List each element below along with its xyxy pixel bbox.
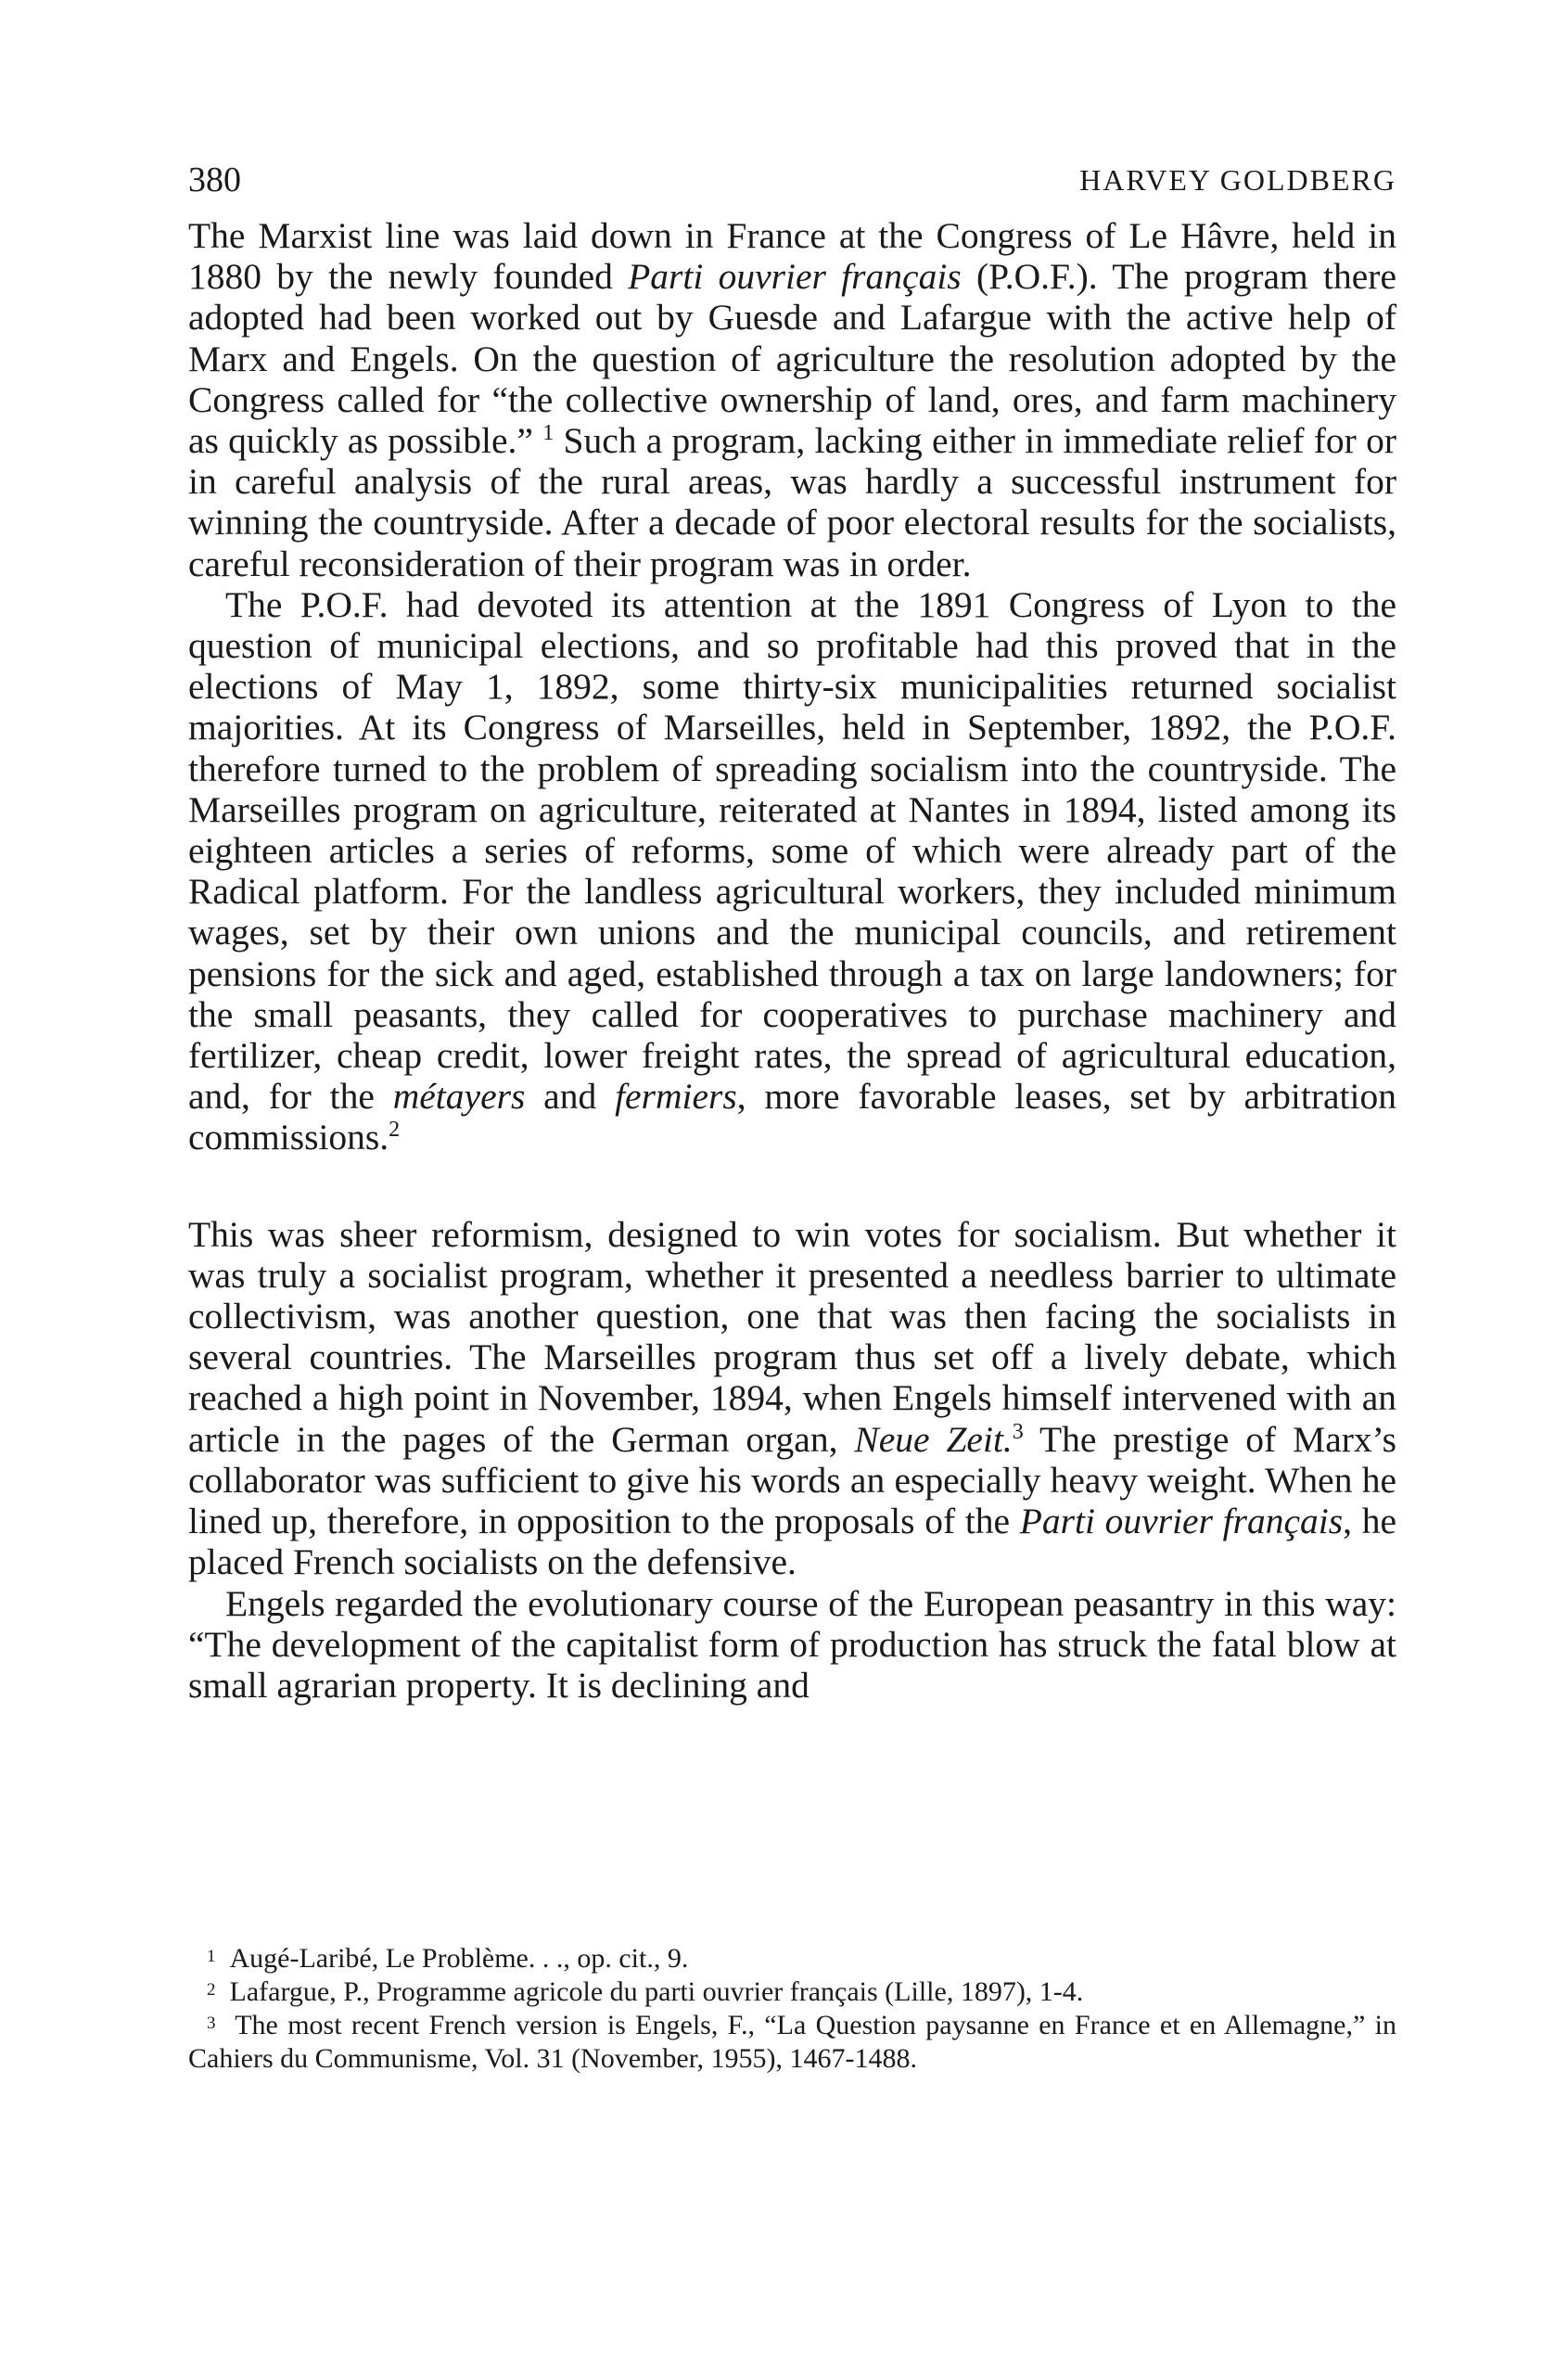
footnote-ref: 3	[1012, 1419, 1024, 1444]
paragraph-3: This was sheer reformism, designed to win votes for socialism. But whether it was truly a socialist program, whether it presented a needless barrier to ultimate collectivism, was another question, one that was then facing the socialists in several countries. The Marseilles program thus set off a lively debate, which reached a high point in November, 1894, when Engels himself intervened with an article in the pages of the German organ, Neue Zeit.$^3$ The prestige of Marx’s collaborator was sufficient to give his words an especially heavy weight. When he lined up, therefore, in opposition to the proposals of the Parti ouvrier français, he placed French socialists on the defensive.	[188, 1213, 1396, 1583]
italic-term: Neue Zeit.	[854, 1418, 1013, 1460]
body-text	[188, 215, 1396, 1706]
italic-term: Parti ouvrier français	[628, 256, 962, 298]
footnote-number: 1	[207, 1947, 216, 1966]
italic-term: fermiers	[615, 1076, 737, 1118]
page-number: 380	[188, 160, 241, 199]
paragraph-1: The Marxist line was laid down in France at the Congress of Le Hâvre, held in 1880 by the newly founded Parti ouvrier français (P.O.F.). The program there adopted had been worked out by Guesde and Lafargue with the active help of Marx and Engels. On the question of agriculture the resolution adopted by the Congress called for “the collective ownership of land, ores, and farm machinery as quickly as possible.” $^1$ Such a program, lacking either in immediate relief for or in careful analysis of the rural areas, was hardly a successful instrument for winning the countryside. After a decade of poor electoral results for the socialists, careful reconsideration of their program was in order.	[188, 215, 1397, 584]
footnote-number: 3	[207, 2014, 216, 2033]
footnotes	[188, 1942, 1396, 2076]
italic-term: Parti ouvrier français	[1019, 1501, 1344, 1542]
italic-term: métayers	[392, 1076, 526, 1118]
footnote-ref: 1	[542, 420, 555, 445]
footnote-ref: 2	[389, 1118, 401, 1143]
footnote-number: 2	[207, 1980, 216, 2000]
footnote-text: The most recent French version is Engels, F., “La Question paysanne en France et en Allemagne,” in Cahiers du Communisme, Vol. 31 (November, 1955), 1467-1488.	[188, 2010, 1396, 2074]
footnote-2	[188, 1975, 1396, 2009]
running-head	[188, 160, 1396, 206]
paragraph-2: The P.O.F. had devoted its attention at the 1891 Congress of Lyon to the question of municipal elections, and so profitable had this proved that in the elections of May 1, 1892, some thirty-six municipalities returned socialist majorities. At its Congress of Marseilles, held in September, 1892, the P.O.F. therefore turned to the problem of spreading socialism into the countryside. The Marseilles program on agriculture, reiterated at Nantes in 1894, listed among its eighteen articles a series of reforms, some of which were already part of the Radical platform. For the landless agricultural workers, they included minimum wages, set by their own unions and the municipal councils, and retirement pensions for the sick and aged, established through a tax on large landowners; for the small peasants, they called for cooperatives to purchase machinery and fertilizer, cheap credit, lower freight rates, the spread of agricultural education, and, for the métayers and fermiers, more favorable leases, set by arbitration commissions.$^2$	[188, 583, 1396, 1158]
footnote-text: Lafargue, P., Programme agricole du parti ouvrier français (Lille, 1897), 1-4.	[229, 1976, 1084, 2007]
footnote-text: Augé-Laribé, Le Problème. . ., op. cit., 9.	[229, 1943, 689, 1974]
running-head-author: HARVEY GOLDBERG	[1079, 163, 1396, 197]
paragraph-4: Engels regarded the evolutionary course of the European peasantry in this way: “The development of the capitalist form of production has struck the fatal blow at small agrarian property. It is declining and	[188, 1582, 1396, 1706]
footnote-1	[188, 1942, 1396, 1975]
footnote-3	[188, 2009, 1396, 2076]
